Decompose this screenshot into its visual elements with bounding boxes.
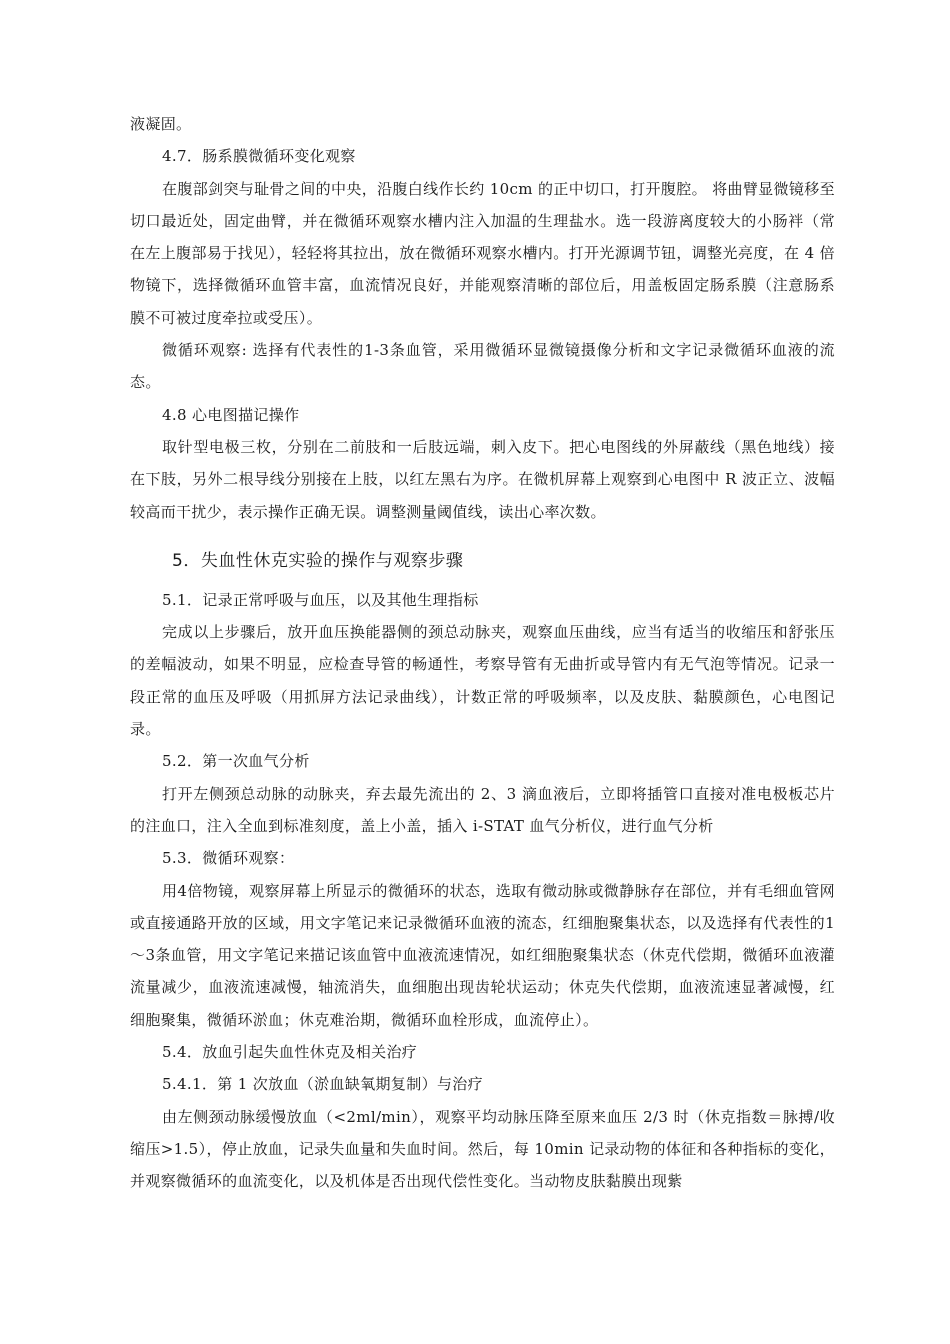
heading-5-4: 5.4．放血引起失血性休克及相关治疗 xyxy=(162,1043,418,1062)
paragraph-5-3-1: 用4倍物镜，观察屏幕上所显示的微循环的状态，选取有微动脉或微静脉存在部位，并有毛细血管网或直接通路开放的区域，用文字笔记来记录微循环血液的流态，红细胞聚集状态，以及选择有代表性的1～3条血管，用文字笔记来描记该血管中血液流速情况，如红细胞聚集状态（休克代偿期，微循环血液灌流量减少，血液流速减慢，轴流消失，血细胞出现齿轮状运动；休克失代偿期，血液流速显著减慢，红细胞聚集，微循环淤血；休克难治期，微循环血栓形成，血流停止）。 xyxy=(130,881,835,1029)
heading-5-1: 5.1．记录正常呼吸与血压，以及其他生理指标 xyxy=(162,590,479,609)
continuation-text: 液凝固。 xyxy=(130,115,192,133)
heading-4-8: 4.8 心电图描记操作 xyxy=(162,405,300,424)
heading-4-7: 4.7．肠系膜微循环变化观察 xyxy=(162,147,356,166)
heading-5-4-1: 5.4.1．第 1 次放血（淤血缺氧期复制）与治疗 xyxy=(162,1075,483,1094)
heading-5-2: 5.2．第一次血气分析 xyxy=(162,752,310,771)
heading-5-3: 5.3．微循环观察： xyxy=(162,849,295,868)
paragraph-5-2-1: 打开左侧颈总动脉的动脉夹，弃去最先流出的 2、3 滴血液后，立即将插管口直接对准电极板芯片的注血口，注入全血到标准刻度，盖上小盖，插入 i-STAT 血气分析仪，进行血气分析 xyxy=(130,784,835,835)
section-heading-5: 5．失血性休克实验的操作与观察步骤 xyxy=(172,550,464,571)
paragraph-5-4-1-1: 由左侧颈动脉缓慢放血（<2ml/min），观察平均动脉压降至原来血压 2/3 时（休克指数＝脉搏/收缩压>1.5），停止放血，记录失血量和失血时间。然后，每 10min 记录动物的体征和各种指标的变化，并观察微循环的血流变化，以及机体是否出现代偿性变化。当动物皮肤黏膜出现紫 xyxy=(130,1107,835,1191)
paragraph-5-1-1: 完成以上步骤后，放开血压换能器侧的颈总动脉夹，观察血压曲线，应当有适当的收缩压和舒张压的差幅波动，如果不明显，应检查导管的畅通性，考察导管有无曲折或导管内有无气泡等情况。记录一段正常的血压及呼吸（用抓屏方法记录曲线），计数正常的呼吸频率，以及皮肤、黏膜颜色，心电图记录。 xyxy=(130,623,835,739)
paragraph-4-8-1: 取针型电极三枚，分别在二前肢和一后肢远端，刺入皮下。把心电图线的外屏蔽线（黑色地线）接在下肢，另外二根导线分别接在上肢，以红左黑右为序。在微机屏幕上观察到心电图中 R 波正立、波幅较高而干扰少，表示操作正确无误。调整测量阈值线，读出心率次数。 xyxy=(130,437,835,521)
paragraph-4-7-1: 在腹部剑突与耻骨之间的中央，沿腹白线作长约 10cm 的正中切口，打开腹腔。 将曲臂显微镜移至切口最近处，固定曲臂，并在微循环观察水槽内注入加温的生理盐水。选一段游离度较大的小肠袢（常在左上腹部易于找见），轻轻将其拉出，放在微循环观察水槽内。打开光源调节钮，调整光亮度，在 4 倍物镜下，选择微循环血管丰富，血流情况良好，并能观察清晰的部位后，用盖板固定肠系膜（注意肠系膜不可被过度牵拉或受压）。 xyxy=(130,179,835,327)
document-body xyxy=(130,108,835,1198)
paragraph-4-7-2: 微循环观察: 选择有代表性的1-3条血管，采用微循环显微镜摄像分析和文字记录微循环血液的流态。 xyxy=(130,341,835,392)
